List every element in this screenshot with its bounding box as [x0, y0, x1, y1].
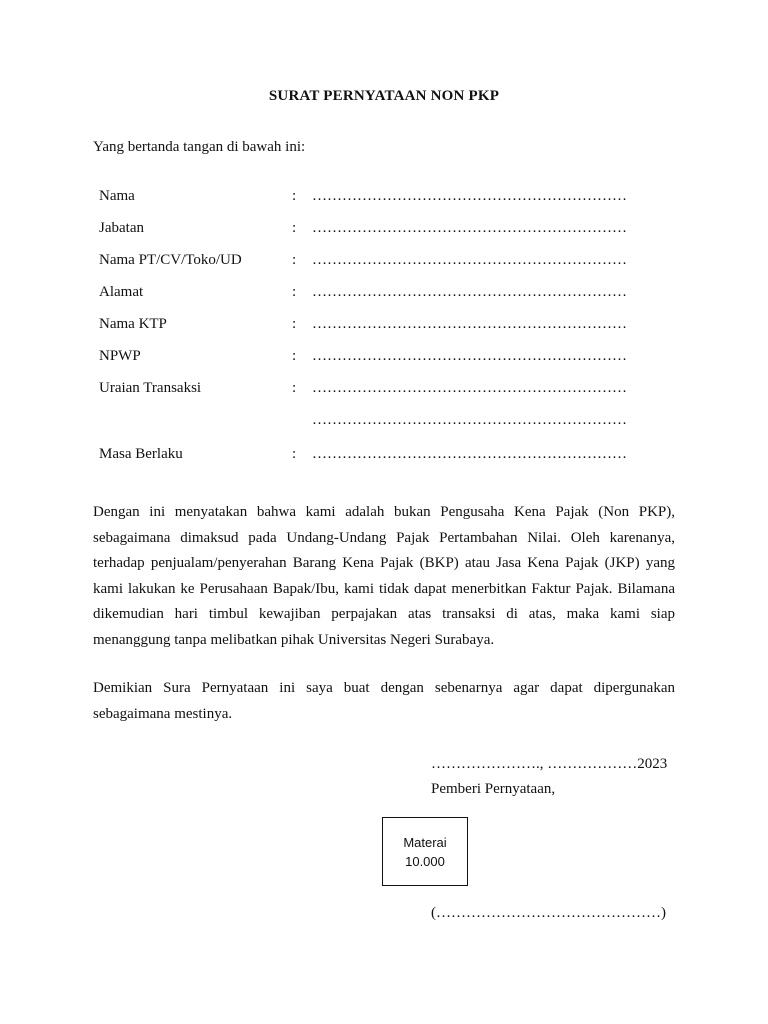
field-dotted-line: ………………………………………………………	[312, 316, 627, 332]
field-label: Alamat	[99, 284, 144, 300]
statement-paragraph: Dengan ini menyatakan bahwa kami adalah bukan Pengusaha Kena Pajak (Non PKP), sebagaimana dimaksud pada Undang-Undang Pajak Pertambahan Nilai. Oleh karenanya, terhadap penjualam/penyerahan Barang Kena Pajak (BKP) atau Jasa Kena Pajak (JKP) yang kami lakukan ke Perusahaan Bapak/Ibu, kami tidak dapat menerbitkan Faktur Pajak. Bilamana dikemudian hari timbul kewajiban perpajakan atas transaksi di atas, maka kami siap menanggung tanpa melibatkan pihak Universitas Negeri Surabaya.	[93, 504, 675, 648]
field-label: NPWP	[99, 348, 141, 364]
intro-text: Yang bertanda tangan di bawah ini:	[93, 139, 306, 155]
field-dotted-line: ………………………………………………………	[312, 412, 627, 428]
field-dotted-line: ………………………………………………………	[312, 348, 627, 364]
field-row-alamat	[99, 284, 659, 316]
field-row-nama-pt	[99, 252, 659, 284]
stamp-duty-box	[382, 817, 468, 886]
field-colon: :	[292, 446, 297, 462]
stamp-line-1: Materai	[403, 834, 447, 850]
field-label: Jabatan	[99, 220, 144, 236]
field-label: Nama	[99, 188, 135, 204]
identity-fields	[99, 188, 659, 478]
field-dotted-line: ………………………………………………………	[312, 446, 627, 462]
field-row-nama-ktp	[99, 316, 659, 348]
field-label: Nama PT/CV/Toko/UD	[99, 252, 242, 268]
field-colon: :	[292, 380, 297, 396]
field-colon: :	[292, 316, 297, 332]
field-row-nama	[99, 188, 659, 220]
field-dotted-line: ………………………………………………………	[312, 252, 627, 268]
document-title: SURAT PERNYATAAN NON PKP	[268, 88, 500, 104]
field-label: Masa Berlaku	[99, 446, 183, 462]
field-row-jabatan	[99, 220, 659, 252]
field-label: Nama KTP	[99, 316, 167, 332]
field-colon: :	[292, 188, 297, 204]
field-dotted-line: ………………………………………………………	[312, 220, 627, 236]
signature-name-line: (………………………………………)	[431, 905, 666, 921]
field-row-masa-berlaku	[99, 446, 659, 478]
field-dotted-line: ………………………………………………………	[312, 380, 627, 396]
field-row-uraian-continuation	[99, 412, 659, 446]
field-label: Uraian Transaksi	[99, 380, 202, 396]
field-colon: :	[292, 348, 297, 364]
closing-paragraph: Demikian Sura Pernyataan ini saya buat dengan sebenarnya agar dapat dipergunakan sebagaimana mestinya.	[93, 680, 675, 722]
field-colon: :	[292, 252, 297, 268]
signature-date-line: …………………., ………………2023	[431, 756, 668, 772]
field-colon: :	[292, 284, 297, 300]
field-dotted-line: ………………………………………………………	[312, 284, 627, 300]
field-colon: :	[292, 220, 297, 236]
stamp-line-2: 10.000	[405, 853, 445, 869]
signature-label: Pemberi Pernyataan,	[431, 781, 556, 797]
field-row-uraian-transaksi	[99, 380, 659, 412]
field-dotted-line: ………………………………………………………	[312, 188, 627, 204]
field-row-npwp	[99, 348, 659, 380]
